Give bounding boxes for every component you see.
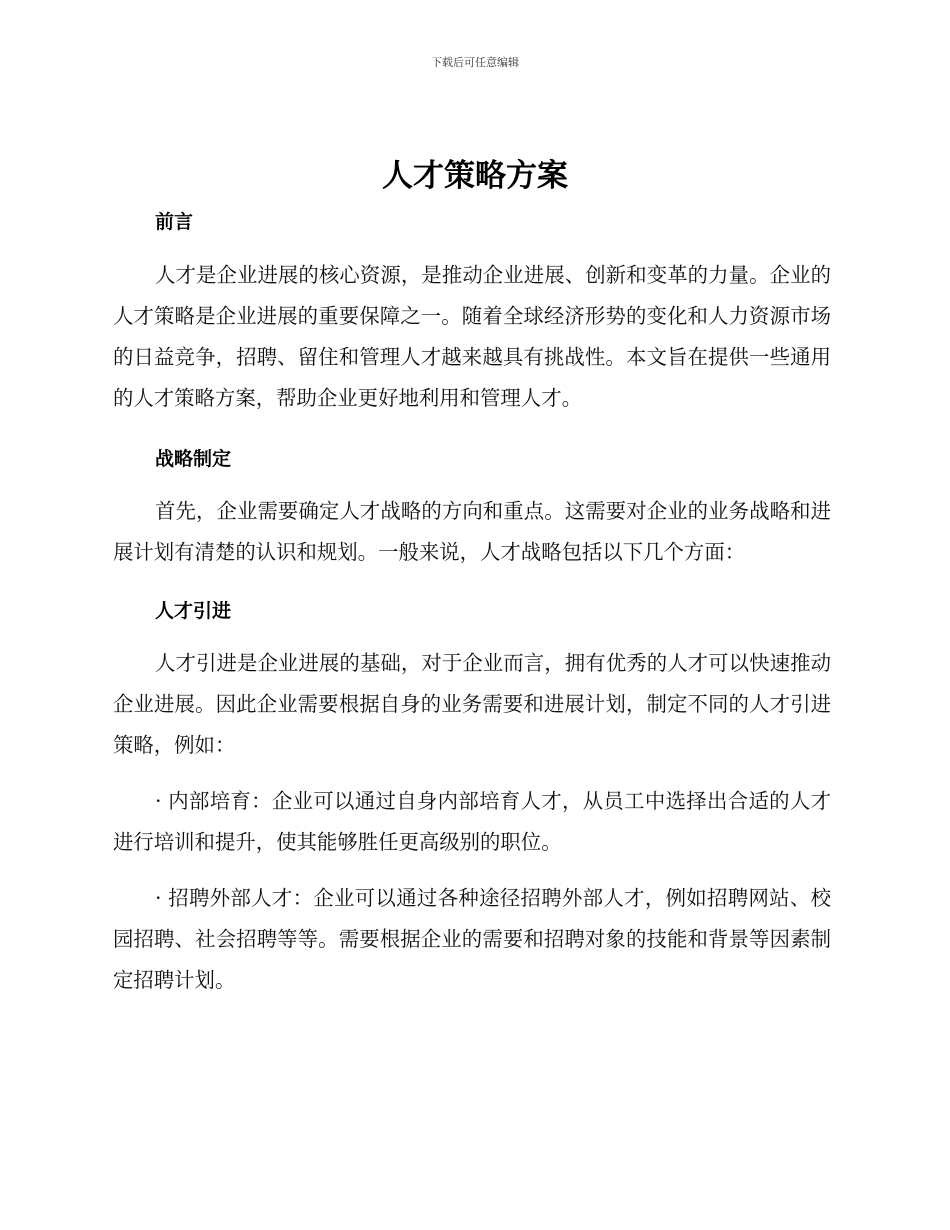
intro-paragraph: 人才是企业进展的核心资源，是推动企业进展、创新和变革的力量。企业的人才策略是企业进展的重要保障之一。随着全球经济形势的变化和人力资源市场的日益竞争，招聘、留住和管理人才越来越具有挑战性。本文旨在提供一些通用的人才策略方案，帮助企业更好地利用和管理人才。 [113,263,831,410]
document-title: 人才策略方案 [382,158,568,194]
section-heading-recruitment: 人才引进 [155,600,232,622]
section-heading-intro: 前言 [155,211,194,233]
strategy-paragraph: 首先，企业需要确定人才战略的方向和重点。这需要对企业的业务战略和进展计划有清楚的认识和规划。一般来说，人才战略包括以下几个方面： [113,499,831,564]
page-header-note: 下载后可任意编辑 [431,56,519,69]
recruitment-paragraph: 人才引进是企业进展的基础，对于企业而言，拥有优秀的人才可以快速推动企业进展。因此企业需要根据自身的业务需要和进展计划，制定不同的人才引进策略，例如： [113,651,831,757]
bullet-external-recruitment: · 招聘外部人才：企业可以通过各种途径招聘外部人才，例如招聘网站、校园招聘、社会招聘等等。需要根据企业的需要和招聘对象的技能和背景等因素制定招聘计划。 [113,886,831,992]
bullet-internal-training: · 内部培育：企业可以通过自身内部培育人才，从员工中选择出合适的人才进行培训和提升，使其能够胜任更高级别的职位。 [113,789,831,854]
section-heading-strategy: 战略制定 [155,448,232,470]
